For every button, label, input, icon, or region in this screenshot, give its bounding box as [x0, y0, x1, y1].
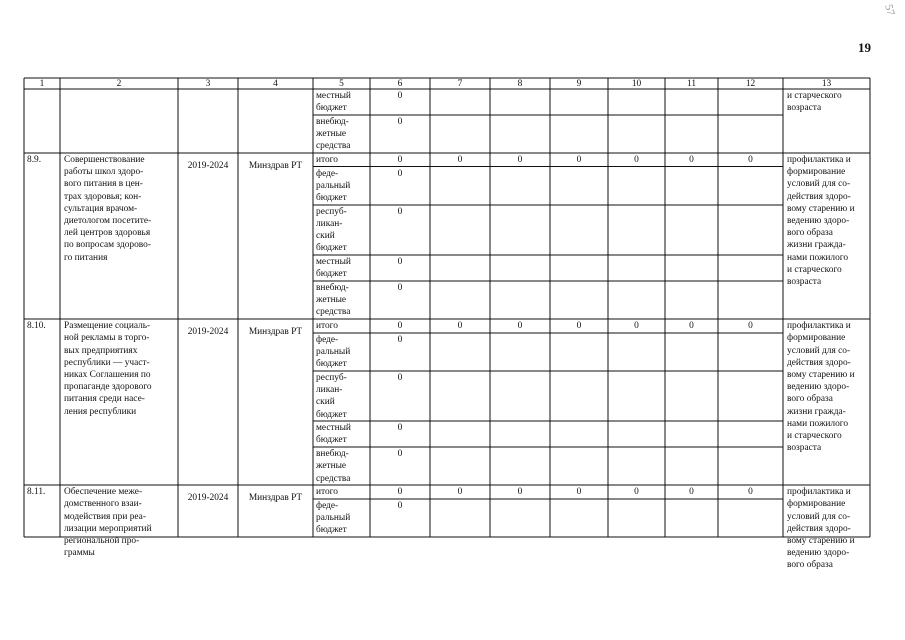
- item-8-11-value-1-col6: 0: [397, 500, 403, 511]
- carryover-value-1-col6: 0: [397, 116, 403, 127]
- item-8-10-executor: Минздрав РТ: [248, 327, 303, 338]
- column-header-3: 3: [205, 78, 211, 89]
- item-8-10-number: 8.10.: [27, 321, 46, 332]
- item-8-10-source-1: феде- ральный бюджет: [316, 334, 351, 370]
- item-8-11-source-1: феде- ральный бюджет: [316, 500, 351, 536]
- item-8-11-value-0-col12: 0: [748, 487, 753, 498]
- column-header-4: 4: [273, 78, 278, 89]
- item-8-9-value-0-col11: 0: [689, 155, 694, 165]
- item-8-9-source-2: респуб- ликан- ский бюджет: [316, 206, 347, 254]
- item-8-10-value-0-col10: 0: [634, 321, 639, 332]
- item-8-9-source-0: итого: [316, 155, 338, 165]
- column-header-6: 6: [397, 78, 403, 89]
- column-header-1: 1: [39, 78, 45, 89]
- item-8-9-value-3-col6: 0: [397, 257, 403, 268]
- item-8-9-value-0-col12: 0: [748, 155, 753, 165]
- item-8-9-value-0-col6: 0: [397, 155, 403, 165]
- column-header-12: 12: [745, 78, 756, 89]
- carryover-value-0-col6: 0: [397, 91, 403, 101]
- column-header-11: 11: [686, 78, 697, 89]
- page-number: 19: [858, 40, 871, 55]
- item-8-10-source-2: респуб- ликан- ский бюджет: [316, 372, 347, 420]
- column-header-2: 2: [116, 78, 122, 89]
- item-8-10-value-0-col8: 0: [517, 321, 523, 332]
- column-header-13: 13: [821, 78, 832, 89]
- item-8-10-value-0-col7: 0: [457, 321, 463, 332]
- item-8-10-value-4-col6: 0: [397, 449, 403, 460]
- item-8-10-period: 2019-2024: [187, 327, 229, 338]
- item-8-9-source-3: местный бюджет: [316, 257, 351, 280]
- item-8-10-value-0-col6: 0: [397, 321, 403, 332]
- item-8-9-source-4: внебюд- жетные средства: [316, 283, 351, 318]
- item-8-9-value-2-col6: 0: [397, 206, 403, 217]
- item-8-9-value-0-col8: 0: [517, 155, 523, 165]
- item-8-9-value-0-col7: 0: [457, 155, 463, 165]
- item-8-9-number: 8.9.: [27, 155, 42, 165]
- item-8-10-value-0-col9: 0: [576, 321, 582, 332]
- column-header-5: 5: [339, 78, 344, 89]
- item-8-11-value-0-col7: 0: [457, 487, 463, 498]
- item-8-10-value-0-col12: 0: [748, 321, 753, 332]
- item-8-10-source-4: внебюд- жетные средства: [316, 449, 351, 484]
- item-8-10-value-2-col6: 0: [397, 372, 403, 383]
- item-8-9-source-1: феде- ральный бюджет: [316, 168, 351, 204]
- item-8-10-source-0: итого: [316, 321, 338, 332]
- item-8-10-result: профилактика и формирование условий для со- действия здоро- вому старению и ведению здоро- вого образа жизни гражда- нами пожилого и старческого возраста: [787, 321, 855, 454]
- item-8-9-name: Совершенствование работы школ здоро- вого питания в цен- трах здоровья; кон- сультация врачом- диетологом посетите- лей центров здоровья по вопросам здорово- го питания: [64, 155, 152, 263]
- item-8-10-value-3-col6: 0: [397, 423, 403, 434]
- item-8-11-result: профилактика и формирование условий для со- действия здоро- вому старению и ведению здоро- вого образа: [787, 487, 855, 571]
- item-8-10-value-0-col11: 0: [689, 321, 694, 332]
- item-8-11-value-0-col11: 0: [689, 487, 694, 498]
- carryover-source-0: местный бюджет: [316, 91, 351, 114]
- item-8-11-value-0-col10: 0: [634, 487, 639, 498]
- column-header-8: 8: [517, 78, 523, 89]
- item-8-9-value-0-col9: 0: [576, 155, 582, 165]
- item-8-9-executor: Минздрав РТ: [248, 161, 303, 171]
- carryover-result: и старческого возраста: [787, 91, 842, 114]
- item-8-9-value-1-col6: 0: [397, 168, 403, 179]
- item-8-11-executor: Минздрав РТ: [248, 493, 303, 504]
- item-8-9-period: 2019-2024: [187, 161, 229, 171]
- corner-mark: 57: [882, 3, 897, 17]
- item-8-11-period: 2019-2024: [187, 493, 229, 504]
- column-header-10: 10: [631, 78, 642, 89]
- item-8-11-name: Обеспечение меже- домственного взаи- модействия при реа- лизации мероприятий региональной про- граммы: [64, 487, 152, 559]
- item-8-9-value-4-col6: 0: [397, 283, 403, 293]
- column-header-9: 9: [576, 78, 582, 89]
- item-8-11-value-0-col9: 0: [576, 487, 582, 498]
- item-8-10-name: Размещение социаль- ной рекламы в торго- вых предприятиях республики — участ- никах Соглашения по пропаганде здорового питания среди насе- ления республики: [64, 321, 152, 417]
- item-8-11-value-0-col6: 0: [397, 487, 403, 498]
- item-8-10-source-3: местный бюджет: [316, 423, 351, 446]
- item-8-9-value-0-col10: 0: [634, 155, 639, 165]
- item-8-11-value-0-col8: 0: [517, 487, 523, 498]
- item-8-10-value-1-col6: 0: [397, 334, 403, 345]
- item-8-11-source-0: итого: [316, 487, 338, 498]
- item-8-11-number: 8.11.: [27, 487, 46, 498]
- item-8-9-result: профилактика и формирование условий для со- действия здоро- вому старению и ведению здоро- вого образа жизни гражда- нами пожилого и старческого возраста: [787, 155, 855, 288]
- carryover-source-1: внебюд- жетные средства: [316, 116, 351, 152]
- column-header-7: 7: [457, 78, 463, 89]
